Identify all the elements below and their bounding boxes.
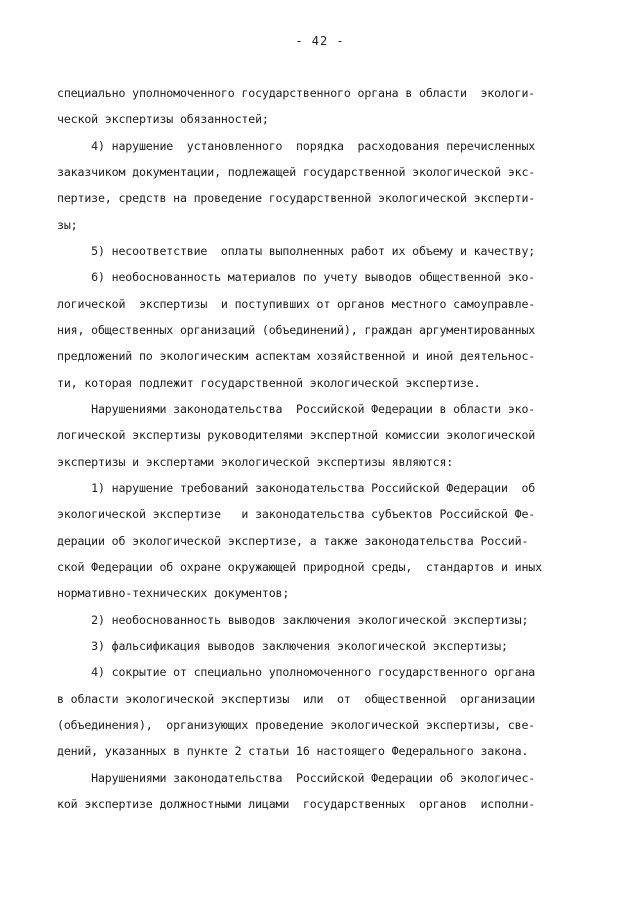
text-line: Нарушениями законодательства Российской Федерации в области эко- [57,401,536,416]
document-body [57,80,597,817]
text-line: 2) необоснованность выводов заключения экологической экспертизы; [57,612,529,627]
text-line: предложений по экологическим аспектам хозяйственной и иной деятельнос- [57,349,536,364]
page-number: - 42 - [295,34,345,48]
text-line: ской Федерации об охране окружающей природной среды, стандартов и иных [57,559,542,574]
text-line: ческой экспертизы обязанностей; [57,112,269,127]
text-line: дений, указанных в пункте 2 статьи 16 настоящего Федерального закона. [57,744,529,759]
text-line: экологической экспертизе и законодательства субъектов Российской Фе- [57,507,536,522]
text-line: 3) фальсификация выводов заключения экологической экспертизы; [57,638,508,653]
text-line: специально уполномоченного государственного органа в области экологи- [57,86,536,100]
text-line: ния, общественных организаций (объединений), граждан аргументированных [57,322,536,337]
text-line: Нарушениями законодательства Российской Федерации об экологичес- [57,770,536,785]
text-line: заказчиком документации, подлежащей государственной экологической экс- [57,164,536,179]
text-line: пертизе, средств на проведение государственной экологической эксперти- [57,191,536,206]
text-line: экспертизы и экспертами экологической экспертизы являются: [57,454,454,469]
text-line: 1) нарушение требований законодательства Российской Федерации об [57,480,536,495]
text-line: кой экспертизе должностными лицами государственных органов исполни- [57,796,536,811]
text-line: нормативно-технических документов; [57,586,290,601]
text-line: 4) нарушение установленного порядка расходования перечисленных [57,138,536,153]
text-line: зы; [57,217,78,232]
text-line: дерации об экологической экспертизе, а также законодательства Россий- [57,533,529,548]
text-line: логической экспертизы руководителями экспертной комиссии экологической [57,428,536,443]
text-line: 6) необоснованность материалов по учету выводов общественной эко- [57,270,536,285]
text-line: 5) несоответствие оплаты выполненных работ их объему и качеству; [57,243,536,258]
text-line: 4) сокрытие от специально уполномоченного государственного органа [57,665,536,680]
text-line: в области экологической экспертизы или от общественной организации [57,691,536,706]
text-line: логической экспертизы и поступивших от органов местного самоуправле- [57,296,536,311]
text-line: ти, которая подлежит государственной экологической экспертизе. [57,375,481,390]
text-line: (объединения), организующих проведение экологической экспертизы, све- [57,717,536,732]
